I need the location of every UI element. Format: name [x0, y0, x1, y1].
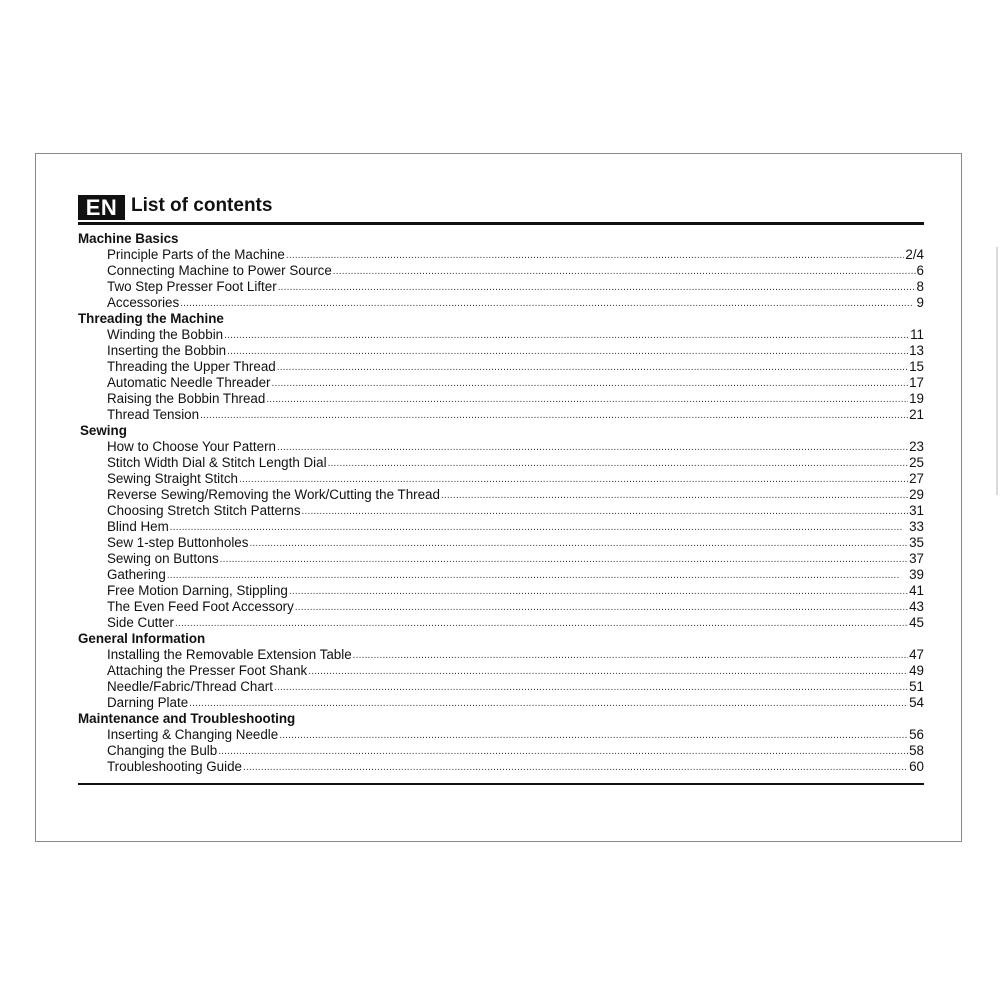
page-title: List of contents	[131, 195, 273, 216]
toc-entry-page-number: 43	[909, 599, 924, 614]
toc-entry-page-number: 41	[909, 583, 924, 598]
toc-entry-page-number: 6	[916, 263, 924, 278]
toc-entry[interactable]	[107, 407, 924, 423]
toc-entry-label: Automatic Needle Threader	[107, 375, 271, 390]
toc-entry-page-number: 23	[909, 439, 924, 454]
toc-entry-label: Reverse Sewing/Removing the Work/Cutting the Thread	[107, 487, 440, 502]
toc-entry-label: Inserting the Bobbin	[107, 343, 227, 358]
toc-entry-page-number: 51	[909, 679, 924, 694]
section-title-general-information: General Information	[78, 631, 206, 646]
toc-entry[interactable]	[107, 343, 924, 359]
toc-entry[interactable]	[107, 695, 924, 711]
toc-entry-page-number: 33	[909, 519, 924, 534]
toc-entry-page-number: 45	[909, 615, 924, 630]
section-title-machine-basics: Machine Basics	[78, 231, 179, 246]
toc-entry-label: Attaching the Presser Foot Shank	[107, 663, 308, 678]
toc-entry[interactable]	[107, 567, 924, 583]
toc-entry[interactable]	[107, 759, 924, 775]
toc-entry[interactable]	[107, 327, 924, 343]
toc-entry-label: Thread Tension	[107, 407, 200, 422]
toc-entry-page-number: 47	[909, 647, 924, 662]
toc-entry[interactable]	[107, 727, 924, 743]
toc-entry-label: Changing the Bulb	[107, 743, 218, 758]
toc-entry[interactable]	[107, 599, 924, 615]
toc-entry[interactable]	[107, 647, 924, 663]
section-title-maintenance-and-troubleshooting: Maintenance and Troubleshooting	[78, 711, 296, 726]
toc-entry[interactable]	[107, 263, 924, 279]
toc-entry-page-number: 25	[909, 455, 924, 470]
toc-entry[interactable]	[107, 375, 924, 391]
toc-entry-label: Needle/Fabric/Thread Chart	[107, 679, 273, 694]
section-title-threading-the-machine: Threading the Machine	[78, 311, 224, 326]
dot-leader	[175, 614, 908, 632]
toc-entry[interactable]	[107, 583, 924, 599]
toc-entry-page-number: 13	[909, 343, 924, 358]
toc-entry-label: Sew 1-step Buttonholes	[107, 535, 249, 550]
toc-entry-label: Gathering	[107, 567, 166, 582]
toc-entry[interactable]	[107, 503, 924, 519]
toc-entry[interactable]	[107, 471, 924, 487]
toc-entry-page-number: 58	[909, 743, 924, 758]
toc-entry[interactable]	[107, 487, 924, 503]
toc-entry-page-number: 2/4	[905, 247, 924, 262]
toc-entry-label: Darning Plate	[107, 695, 189, 710]
toc-entry-page-number: 17	[909, 375, 924, 390]
toc-entry[interactable]	[107, 551, 924, 567]
toc-entry[interactable]	[107, 679, 924, 695]
toc-entry-page-number: 35	[909, 535, 924, 550]
toc-entry[interactable]	[107, 391, 924, 407]
toc-entry[interactable]	[107, 519, 924, 535]
toc-entry-page-number: 15	[909, 359, 924, 374]
toc-entry-page-number: 39	[909, 567, 924, 582]
language-badge: EN	[78, 195, 125, 220]
toc-entry-label: Sewing Straight Stitch	[107, 471, 238, 486]
toc-entry-page-number: 31	[909, 503, 924, 518]
toc-entry-page-number: 37	[909, 551, 924, 566]
toc-entry-label: Sewing on Buttons	[107, 551, 219, 566]
toc-entry-label: The Even Feed Foot Accessory	[107, 599, 294, 614]
toc-entry-label: Threading the Upper Thread	[107, 359, 276, 374]
toc-entry-label: Free Motion Darning, Stippling	[107, 583, 288, 598]
toc-entry-page-number: 9	[916, 295, 924, 310]
toc-entry-page-number: 27	[909, 471, 924, 486]
toc-entry-label: Blind Hem	[107, 519, 169, 534]
dot-leader	[180, 294, 915, 312]
toc-entry[interactable]	[107, 455, 924, 471]
toc-entry[interactable]	[107, 615, 924, 631]
toc-entry-page-number: 21	[909, 407, 924, 422]
toc-entry-label: Troubleshooting Guide	[107, 759, 242, 774]
toc-entry[interactable]	[107, 663, 924, 679]
dot-leader	[243, 758, 908, 776]
toc-entry-label: Installing the Removable Extension Table	[107, 647, 352, 662]
toc-entry-label: Stitch Width Dial & Stitch Length Dial	[107, 455, 327, 470]
toc-entry-label: Connecting Machine to Power Source	[107, 263, 332, 278]
adjacent-page-edge	[996, 247, 998, 495]
toc-entry-label: Raising the Bobbin Thread	[107, 391, 266, 406]
toc-entry[interactable]	[107, 295, 924, 311]
toc-entry-label: Two Step Presser Foot Lifter	[107, 279, 277, 294]
toc-entry[interactable]	[107, 535, 924, 551]
toc-entry[interactable]	[107, 247, 924, 263]
table-of-contents	[78, 231, 924, 775]
toc-entry-page-number: 11	[910, 327, 924, 342]
toc-entry-page-number: 54	[909, 695, 924, 710]
toc-entry-label: Inserting & Changing Needle	[107, 727, 279, 742]
toc-entry[interactable]	[107, 359, 924, 375]
toc-entry-page-number: 56	[909, 727, 924, 742]
bottom-divider	[78, 783, 924, 785]
toc-entry[interactable]	[107, 279, 924, 295]
toc-header	[78, 192, 924, 225]
toc-entry-label: Accessories	[107, 295, 180, 310]
toc-entry-page-number: 19	[909, 391, 924, 406]
section-title-sewing: Sewing	[80, 423, 127, 438]
toc-entry-label: Choosing Stretch Stitch Patterns	[107, 503, 301, 518]
toc-entry-label: How to Choose Your Pattern	[107, 439, 276, 454]
toc-entry-page-number: 8	[916, 279, 924, 294]
toc-entry-page-number: 60	[909, 759, 924, 774]
toc-entry-page-number: 49	[909, 663, 924, 678]
toc-entry-label: Winding the Bobbin	[107, 327, 224, 342]
toc-entry-label: Side Cutter	[107, 615, 174, 630]
dot-leader	[189, 694, 908, 712]
toc-entry-page-number: 29	[909, 487, 924, 502]
dot-leader	[200, 406, 908, 424]
toc-entry[interactable]	[107, 743, 924, 759]
toc-entry-label: Principle Parts of the Machine	[107, 247, 285, 262]
toc-entry[interactable]	[107, 439, 924, 455]
